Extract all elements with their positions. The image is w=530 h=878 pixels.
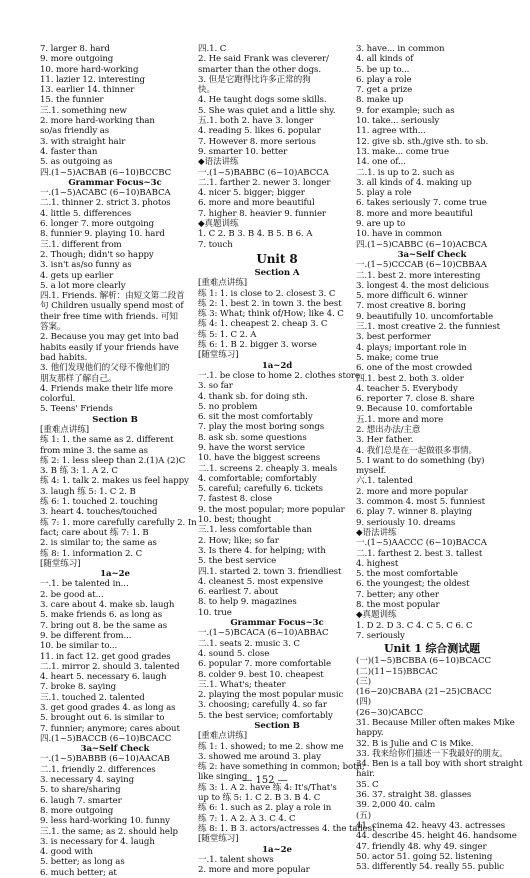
answer-line: 10. more hard-working [40, 64, 139, 75]
answer-line: 12. give sb. sth./give sth. to sb. [356, 136, 489, 147]
answer-line: 三.1. What's; theater [198, 679, 286, 690]
answer-line: ◆真题训练 [356, 610, 397, 621]
answer-line: 7. play the most boring songs [198, 422, 325, 433]
answer-line: 练 2: 1. less sleep than 2.(1)A (2)C [40, 455, 186, 466]
answer-line: 二.1. screens 2. cheaply 3. meals [198, 463, 338, 474]
answer-line: 5. better; as long as [40, 857, 125, 868]
answer-line: 5. the best service [198, 556, 277, 567]
answer-line: like singing [198, 772, 248, 783]
answer-line: 7. most creative 8. boring [356, 301, 466, 312]
answer-line: 二.1. best 2. more interesting [356, 270, 481, 281]
answer-line: bad habits. [40, 352, 88, 363]
answer-line: 5. the most comfortable [356, 569, 458, 580]
answer-line: [随堂练习] [40, 558, 81, 569]
answer-line: 4. all kinds of [356, 54, 414, 65]
answer-line: 2. How; like; so far [198, 535, 279, 546]
answer-line: 6. play 7. winner 8. playing [356, 507, 473, 518]
answer-line: up to 练 5: 1. C 2. B 3. B 4. C [198, 793, 321, 804]
answer-line: ◆语法讲练 [356, 527, 397, 538]
answer-line: 4. reading 5. likes 6. popular [198, 126, 321, 137]
answer-line: 4. little 5. differences [40, 208, 132, 219]
answer-line: 5. make friends 6. as long as [40, 610, 163, 621]
answer-line: [重难点讲练] [40, 424, 89, 435]
answer-line: so/as friendly as [40, 126, 110, 137]
answer-line: 33. 我来给你们描述一下我最好的朋友。 [356, 748, 508, 759]
answer-line: 三.1. less comfortable than [198, 525, 312, 536]
answer-line: [随堂练习] [198, 350, 239, 361]
answer-line: smarter than the other dogs. [198, 64, 321, 75]
answer-line: 句 Children usually spend most of [40, 301, 184, 312]
answer-line: hair. [356, 769, 375, 780]
answer-line: 2. be good at... [40, 589, 104, 600]
answer-line: 11. in fact 12. get good grades [40, 651, 171, 662]
answer-line: 7. touch [198, 239, 233, 250]
answer-line: 练 6: 1. touched 2. touching [40, 497, 158, 508]
answer-line: 3. isn't as/so funny as [40, 260, 132, 271]
answer-line: 练 5: 1. C 2. A [198, 329, 257, 340]
answer-line: 二.1. thinner 2. strict 3. photos [40, 198, 171, 209]
answer-line: 4. faster than [40, 146, 98, 157]
answer-line: 5. no problem [198, 401, 258, 412]
section-heading: 3a~Self Check [80, 744, 150, 755]
answer-line: 8. colder 9. best 10. cheapest [198, 669, 324, 680]
answer-line: 练 1: 1. showed; to me 2. show me [198, 741, 344, 752]
answer-line: 8. the most popular [356, 600, 440, 611]
answer-line: 一.(1~5)BABBC (6~10)ABCCA [198, 167, 329, 178]
answer-line: 二.1. farthest 2. best 3. tallest [356, 548, 483, 559]
unit-heading: Unit 8 [256, 251, 298, 266]
answer-line: 二.1. seats 2. music 3. C [198, 638, 300, 649]
answer-line: 10. be similar to... [40, 641, 118, 652]
answer-line: 10. take... seriously [356, 116, 440, 127]
answer-line: 7. seriously [356, 630, 405, 641]
answer-line: 3. with straight hair [40, 136, 126, 147]
answer-line: 2. Though; didn't so happy [40, 249, 154, 260]
answer-line: 5. more difficult 6. winner [356, 291, 468, 302]
answer-line: 3. Her father. [356, 435, 414, 446]
answer-line: 朋友那样了解自己。 [40, 373, 117, 384]
answer-line: 5. I want to do something (by) [356, 455, 485, 466]
answer-line: 7. higher 8. heavier 9. funnier [198, 208, 326, 219]
answer-line: 练 1: 1. the same as 2. different [40, 435, 174, 446]
answer-line: 练 8: 1. information 2. C [40, 548, 143, 559]
answer-line: 四.(1~5)CABBC (6~10)ACBCA [356, 239, 487, 250]
answer-line: 4. comfortable; comfortably [198, 473, 317, 484]
column-left [40, 44, 197, 878]
answer-line: 3. showed me around 3. play [198, 751, 321, 762]
answer-line: 9. more outgoing [40, 54, 114, 65]
answer-line: 8. more and more beautiful [356, 208, 473, 219]
answer-line: 10. true [198, 607, 232, 618]
answer-line: 4. heart 5. necessary 6. laugh [40, 672, 167, 683]
answer-line: 9. beautifully 10. uncomfortable [356, 311, 493, 322]
answer-line: 五.1. more and more [356, 414, 444, 425]
answer-line: 三.1. touched 2. talented [40, 692, 145, 703]
answer-line: 7. funnier; anymore; cares about [40, 723, 180, 734]
section-heading: Grammar Focus~3c [230, 618, 324, 629]
answer-line: 6. play a role [356, 74, 412, 85]
answer-line: 9. less hard-working 10. funny [40, 816, 170, 827]
answer-line: (五) [356, 810, 371, 821]
answer-line: 3. B 练 3: 1. A 2. C [40, 466, 118, 477]
answer-line: 53. differently 54. really 55. public [356, 862, 504, 873]
answer-line: 练 4: 1. cheapest 2. cheap 3. C [198, 319, 328, 330]
answer-line: 3. longest 4. the most delicious [356, 280, 489, 291]
answer-line: 3. heart 4. touches/touched [40, 507, 158, 518]
answer-line: 六.1. talented [356, 476, 413, 487]
answer-line: 9. Because 10. comfortable [356, 404, 473, 415]
answer-line: 50. actor 51. going 52. listening [356, 851, 493, 862]
answer-line: 5. be up to... [356, 64, 410, 75]
answer-line: 5. a lot more clearly [40, 280, 126, 291]
answer-line: 四.(1~5)ACBAB (6~10)BCCBC [40, 167, 172, 178]
answer-line: 10. have in common [356, 229, 442, 240]
answer-line: 4. 我们总是在一起做很多事情。 [356, 445, 478, 456]
answer-line: 3. get good grades 4. as long as [40, 703, 176, 713]
answer-line: 8. ask sb. some questions [198, 432, 307, 443]
answer-line: (二)(11~15)BBCAC [356, 666, 438, 677]
answer-line: 41. cinema 42. heavy 43. actresses [356, 820, 506, 831]
answer-line: 4. gets up earlier [40, 270, 114, 281]
answer-line: 6. one of the most crowded [356, 363, 473, 374]
section-heading: Section A [254, 267, 300, 278]
answer-line: 四.1. C [198, 44, 227, 54]
answer-line: 9. smarter 10. better [198, 146, 288, 157]
answer-line: 五.1. both 2. have 3. longer [198, 116, 314, 127]
answer-line: 一.1. be talented in... [40, 579, 129, 590]
answer-line: 5. play a role [356, 188, 412, 199]
answer-line: [随堂练习] [198, 834, 239, 845]
answer-line: 2. more and more popular [198, 865, 310, 876]
answer-line: 8. funnier 9. playing 10. hard [40, 229, 165, 240]
answer-line: 5. make; come true [356, 352, 439, 363]
answer-line: 一.(1~5)AACCC (6~10)BACCA [356, 538, 487, 549]
answer-line: [重难点讲练] [198, 278, 247, 289]
answer-line: 快。 [198, 85, 215, 96]
answer-line: 32. B is Julie and C is Mike. [356, 738, 474, 749]
answer-line: 4. good with [40, 847, 93, 858]
answer-line: 7. broke 8. saying [40, 682, 117, 693]
answer-line: 34. Ben is a tall boy with short straight [356, 759, 523, 770]
answer-line: 11. lazier 12. interesting [40, 74, 145, 85]
answer-line: 7. However 8. more serious [198, 136, 316, 147]
answer-line: 3. all kinds of 4. making up [356, 177, 472, 188]
answer-line: 练 6: 1. such as 2. play a role in [198, 803, 332, 814]
answer-line: 7. get a prize [356, 85, 413, 96]
answer-line: 4. highest [356, 558, 399, 569]
answer-line: 8. more outgoing [40, 805, 114, 816]
answer-line: from mine 3. the same as [40, 445, 148, 456]
answer-line: 9. be different from... [40, 630, 132, 641]
answer-line: ◆真题训练 [198, 219, 239, 230]
answer-line: 1. C 2. B 3. B 4. B 5. B 6. A [198, 229, 313, 240]
answer-line: 15. the funnier [40, 95, 104, 106]
answer-line: 7. bring out 8. be the same as [40, 620, 168, 631]
answer-line: 7. better; any other [356, 589, 439, 600]
answer-line: 9. for example; such as [356, 105, 455, 116]
answer-line: fact; care about 练 7: 1. B [40, 527, 149, 538]
answer-line: 一.(1~5)BCACA (6~10)ABBAC [198, 628, 329, 639]
answer-line: (一)(1~5)BCBBA (6~10)BCACC [356, 656, 491, 667]
section-heading: 1a~2e [262, 844, 292, 855]
answer-line: 5. Teens' Friends [40, 404, 113, 415]
answer-line: 练 8: 1. B 3. actors/actresses 4. the tallest [198, 823, 376, 834]
answer-line: 3. 但是它跑得比许多正常的狗 [198, 74, 311, 85]
answer-line: 7. larger 8. hard [40, 44, 110, 54]
answer-line: 10. have the biggest screens [198, 453, 321, 464]
answer-line: 2. more and more popular [356, 486, 468, 497]
answer-line: 9. have the worst service [198, 442, 305, 453]
answer-line: 3. have... in common [356, 44, 445, 54]
answer-line: 2. more hard-working than [40, 116, 155, 127]
answer-line: 3. 他们发现他们的父母不像他们的 [40, 363, 170, 374]
unit-heading: Unit 1 综合测试题 [384, 642, 480, 656]
answer-line: 4. thank sb. for doing sth. [198, 391, 308, 402]
answer-line: 6. longer 7. more outgoing [40, 219, 155, 230]
answer-line: [重难点讲练] [198, 731, 247, 742]
answer-line: 二.1. friendly 2. differences [40, 764, 156, 775]
answer-line: myself. [356, 466, 387, 477]
answer-line: 6. laugh 7. smarter [40, 795, 122, 806]
section-heading: 1a~2e [100, 569, 130, 580]
answer-line: 答案。 [40, 322, 66, 333]
answer-line: 5. careful; carefully 6. tickets [198, 484, 323, 495]
answer-line: 9. the most popular; more popular [198, 504, 345, 515]
answer-line: 13. make... come true [356, 146, 449, 157]
answer-line: 练 3: What; think of/How; like 4. C [198, 309, 344, 320]
answer-line: 2. is similar to; the same as [40, 538, 157, 549]
answer-line: 2. playing the most popular music [198, 690, 344, 701]
answer-line: 2. Because you may get into bad [40, 332, 179, 343]
answer-line: 四.1. started 2. town 3. friendliest [198, 566, 342, 577]
answer-line: 3. so far [198, 381, 233, 392]
answer-line: (三) [356, 676, 371, 687]
answer-line: 四.(1~5)BACCB (6~10)BCACC [40, 733, 172, 744]
answer-line: 13. earlier 14. thinner [40, 85, 135, 96]
answer-line: 5. brought out 6. is similar to [40, 713, 165, 724]
answer-line: 1. D 2. D 3. C 4. C 5. C 6. C [356, 620, 473, 631]
section-heading: Section B [254, 721, 300, 731]
section-heading: Grammar Focus~3c [68, 177, 162, 188]
answer-line: 4. nicer 5. bigger; bigger [198, 188, 305, 199]
answer-line: 2. He said Frank was cleverer/ [198, 54, 329, 65]
answer-line: 二.1. is up to 2. such as [356, 167, 455, 178]
section-heading: 3a~Self Check [397, 249, 467, 260]
column-right [356, 44, 523, 873]
answer-line: 6. the youngest; the oldest [356, 579, 470, 590]
page-number: — 152 — [242, 775, 288, 786]
answer-line: 10. best; thought [198, 515, 271, 526]
answer-line: 3. necessary 4. saying [40, 775, 134, 786]
answer-line: 一.(1~5)ACABC (6~10)BABCA [40, 188, 171, 199]
answer-line: 9. seriously 10. dreams [356, 517, 456, 528]
answer-line: habits easily if your friends have [40, 342, 179, 353]
answer-line: 4. He taught dogs some skills. [198, 95, 327, 106]
answer-line: 3. is necessary for 4. laugh [40, 836, 155, 847]
answer-line: 练 1: 1. is close to 2. closest 3. C [198, 288, 336, 299]
answer-line: 6. reporter 7. close 8. share [356, 394, 475, 405]
answer-line: 4. teacher 5. Everybody [356, 383, 458, 394]
answer-line: 35. C [356, 779, 379, 790]
answer-line: 二.1. farther 2. newer 3. longer [198, 177, 331, 188]
answer-line: 6. much better; at [40, 867, 117, 878]
answer-line: 一.1. be close to home 2. clothes store [198, 370, 360, 381]
answer-line: 39. 2,000 40. calm [356, 800, 436, 811]
answer-line: ◆语法讲练 [198, 157, 239, 168]
answer-line: 11. agree with... [356, 126, 426, 137]
answer-line: 一.(1~5)BABBB (6~10)AACAB [40, 754, 170, 765]
answer-line: 8. to help 9. magazines [198, 597, 297, 608]
answer-line: 练 7: 1. more carefully carefully 2. In [40, 517, 197, 528]
answer-line: 7. fastest 8. close [198, 494, 273, 505]
answer-line: 6. popular 7. more comfortable [198, 659, 332, 670]
answer-line: 练 6: 1. B 2. bigger 3. worse [198, 340, 317, 351]
answer-line: 4. plays; important role in [356, 342, 467, 353]
section-heading: Section B [92, 414, 138, 425]
answer-line: 三.1. different from [40, 239, 122, 250]
answer-line: 二.1. mirror 2. should 3. talented [40, 661, 180, 672]
answer-line: 4. Friends make their life more [40, 383, 173, 394]
answer-line: 3. Is there 4. for helping; with [198, 545, 326, 556]
section-heading: 1a~2d [261, 360, 293, 371]
answer-line: 8. make up [356, 95, 404, 106]
answer-line: 36. 37. straight 38. glasses [356, 790, 472, 801]
answer-line: 5. as outgoing as [40, 157, 113, 168]
answer-line: 四.1. best 2. both 3. older [356, 373, 464, 384]
answer-line: 9. are up to [356, 219, 406, 230]
answer-line: 3. best performer [356, 332, 431, 343]
answer-line: 3. care about 4. make sb. laugh [40, 600, 175, 611]
answer-line: (26~30)CABCC [356, 707, 423, 718]
answer-line: 6. sit the most comfortably [198, 412, 313, 423]
answer-line: 练 2: 1. best 2. in town 3. the best [198, 298, 342, 309]
answer-line: 3. choosing; carefully 4. so far [198, 700, 327, 711]
answer-line: their free time with friends. 可知 [40, 311, 178, 322]
answer-line: 44. describe 45. height 46. handsome [356, 831, 517, 842]
answer-line: 5. to share/sharing [40, 785, 121, 796]
answer-line: 练 2: have something in common; both; [198, 762, 365, 773]
answer-line: 47. friendly 48. why 49. singer [356, 841, 487, 852]
answer-line: 四.1. Friends. 解析：由短文第二段首 [40, 291, 185, 302]
answer-line: 练 7: 1. A 2. A 3. C 4. C [198, 813, 296, 824]
answer-line: happy. [356, 728, 384, 739]
answer-line: 6. more and more beautiful [198, 198, 315, 209]
answer-line: 2. 想出办法/主意 [356, 424, 421, 435]
answer-line: 3. laugh 练 5: 1. C 2. B [40, 486, 136, 497]
answer-line: 三.1. something new [40, 105, 127, 116]
answer-line: 5. the best service; comfortably [198, 710, 333, 721]
answer-line: (四) [356, 697, 371, 708]
answer-line: (16~20)CBABA (21~25)CBACC [356, 687, 492, 698]
answer-line: 4. cleanest 5. most expensive [198, 576, 324, 587]
answer-line: 三.1. the same; as 2. should help [40, 826, 178, 837]
answer-line: 练 3: 1. A 2. have 练 4: It's/That's [198, 782, 337, 793]
answer-line: 6. earliest 7. about [198, 587, 279, 598]
answer-line: 5. She was quiet and a little shy. [198, 105, 336, 116]
answer-line: 一.1. talent shows [198, 854, 274, 865]
answer-line: 31. Because Miller often makes Mike [356, 718, 515, 728]
answer-line: 一.(1~5)CCCAB (6~10)CBBAA [356, 260, 487, 271]
answer-line: 3. common 4. most 5. funniest [356, 497, 486, 508]
answer-line: 练 4: 1. talk 2. makes us feel happy [40, 476, 189, 487]
answer-line: 4. sound 5. close [198, 648, 270, 659]
answer-line: 三.1. most creative 2. the funniest [356, 322, 500, 333]
answer-line: 14. one of... [356, 157, 406, 168]
answer-line: colorful. [40, 394, 76, 405]
answer-line: 6. takes seriously 7. come true [356, 198, 487, 209]
